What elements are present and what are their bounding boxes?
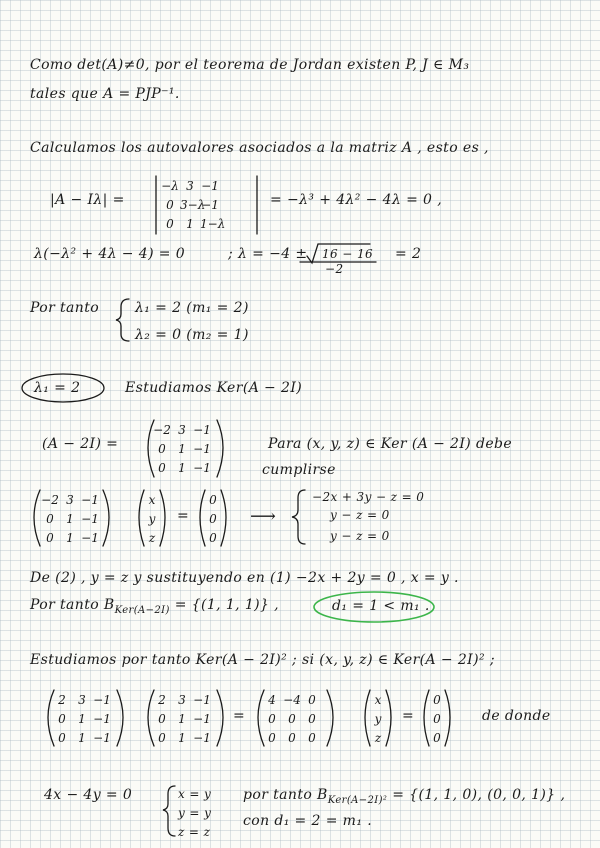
implies-arrow: ⟶ <box>250 506 277 527</box>
det-lhs: |A − Iλ| = <box>50 192 125 208</box>
geometric-multiplicity: d₁ = 1 < m₁ . <box>332 598 430 614</box>
param-x: x = y <box>178 787 212 801</box>
system-eq-2: y − z = 0 <box>330 508 390 522</box>
reduced-equation: 4x − 4y = 0 <box>44 787 133 803</box>
from-where-text: de donde <box>482 708 551 724</box>
eigenvalue-intro: Calculamos los autovalores asociados a la matriz A , esto es , <box>30 140 489 156</box>
square-matrix-b: 2 3 −1 0 1 −1 0 1 −1 <box>158 692 211 745</box>
intro-line-1: Como det(A)≠0, por el teorema de Jordan existen P, J ∈ M₃ <box>30 57 470 73</box>
square-equals: = <box>233 708 246 724</box>
study-squared-kernel: Estudiamos por tanto Ker(A − 2I)² ; si (x, y, z) ∈ Ker(A − 2I)² ; <box>30 652 495 668</box>
system-eq-1: −2x + 3y − z = 0 <box>312 490 425 504</box>
eigenvalue-2: λ₂ = 0 (m₂ = 1) <box>135 327 249 343</box>
system-equals: = <box>177 508 190 524</box>
square-vector-equals: = <box>402 708 415 724</box>
param-y: y = y <box>178 806 212 820</box>
basis-line: Por tanto $B_{Ker(A-2I)} = \{(1$, 1, 1)} , <box>30 597 280 616</box>
a-minus-2i-lhs: (A − 2I) = <box>42 436 119 452</box>
char-poly-factor: λ(−λ² + 4λ − 4) = 0 <box>34 246 186 262</box>
square-result-matrix: 4 −4 0 0 0 0 0 0 0 <box>268 692 316 745</box>
quadratic-formula: ; λ = −4 ± <box>228 246 308 262</box>
a-minus-2i-matrix: −2 3 −1 0 1 −1 0 1 −1 <box>153 422 211 475</box>
kernel-condition-cont: cumplirse <box>262 462 336 478</box>
system-matrix: −2 3 −1 0 1 −1 0 1 −1 <box>41 492 99 545</box>
eigenvalue-1: λ₁ = 2 (m₁ = 2) <box>135 300 249 316</box>
system-vector: x y z <box>148 492 156 545</box>
square-vector: x y z <box>374 692 382 745</box>
kernel-condition: Para (x, y, z) ∈ Ker (A − 2I) debe <box>268 436 513 452</box>
quadratic-result: = 2 <box>395 246 422 262</box>
therefore-label: Por tanto <box>30 300 100 316</box>
quadratic-root: 16 − 16 <box>322 247 374 261</box>
det-rhs: = −λ³ + 4λ² − 4λ = 0 , <box>270 192 443 208</box>
square-zero-vector: 0 0 0 <box>433 692 441 745</box>
study-kernel-heading: Estudiamos Ker(A − 2I) <box>125 380 303 396</box>
squared-multiplicity: con d₁ = 2 = m₁ . <box>243 813 373 829</box>
param-z: z = z <box>178 825 211 839</box>
intro-line-2: tales que A = PJP⁻¹. <box>30 86 180 102</box>
lambda1-circled: λ₁ = 2 <box>34 380 81 396</box>
det-matrix: −λ 3 −1 0 3−λ −1 0 1 1−λ <box>161 178 226 231</box>
quadratic-denominator: −2 <box>325 262 344 276</box>
substitution-line: De (2) , y = z y sustituyendo en (1) −2x + 2y = 0 , x = y . <box>30 570 459 586</box>
system-eq-3: y − z = 0 <box>330 529 390 543</box>
squared-basis: por tanto $B_{Ker(A-2I)^2} = \{(1$, 1, 0), (0, 0, 1)} , <box>243 787 566 806</box>
system-zero-vector: 0 0 0 <box>209 492 217 545</box>
square-matrix-a: 2 3 −1 0 1 −1 0 1 −1 <box>58 692 111 745</box>
